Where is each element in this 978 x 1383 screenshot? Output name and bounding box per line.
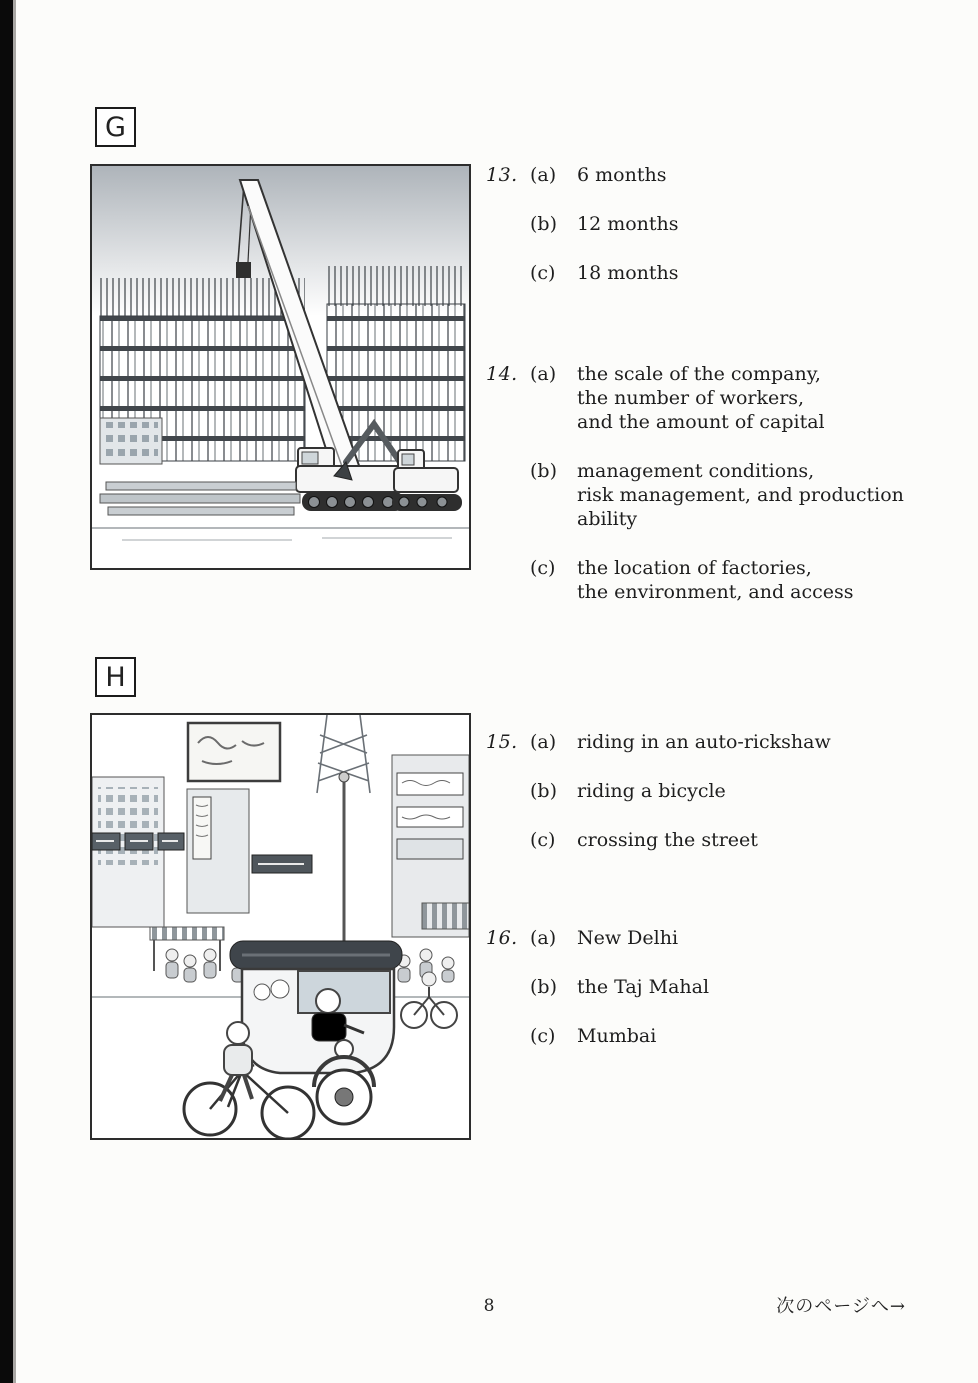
- option-13c: [530, 261, 958, 285]
- option-16a: [530, 926, 958, 950]
- option-letter: (b): [530, 976, 557, 998]
- option-letter: (a): [530, 731, 557, 753]
- street-illustration-svg: [92, 715, 469, 1138]
- construction-site-illustration: [90, 164, 471, 570]
- option-letter: (b): [530, 780, 557, 802]
- option-14b: [530, 459, 958, 531]
- option-text: the environment, and access: [577, 581, 854, 603]
- option-letter: (a): [530, 927, 557, 949]
- option-text: the location of factories,: [577, 557, 812, 579]
- option-text: riding in an auto-rickshaw: [577, 731, 831, 753]
- option-14c: [530, 556, 958, 604]
- option-letter: (c): [530, 262, 556, 284]
- section-label-g: [95, 107, 136, 147]
- section-letter: G: [105, 111, 126, 143]
- option-letter: (b): [530, 460, 557, 482]
- section-letter: H: [105, 661, 126, 693]
- option-text: management conditions,: [577, 460, 815, 482]
- option-letter: (c): [530, 557, 556, 579]
- question-number: 15.: [486, 731, 518, 753]
- question-number: 13.: [486, 164, 518, 186]
- option-text: 6 months: [577, 164, 667, 186]
- option-text: the scale of the company,: [577, 363, 821, 385]
- option-14a: [530, 362, 958, 434]
- scan-edge: [0, 0, 13, 1383]
- busy-street-illustration: [90, 713, 471, 1140]
- option-letter: (a): [530, 363, 557, 385]
- option-13b: [530, 212, 958, 236]
- option-13a: [530, 163, 958, 187]
- question-14: [486, 362, 958, 629]
- option-letter: (a): [530, 164, 557, 186]
- option-text: New Delhi: [577, 927, 679, 949]
- page-number: 8: [483, 1296, 495, 1316]
- option-text: and the amount of capital: [577, 411, 825, 433]
- option-text: ability: [577, 508, 638, 530]
- option-15b: [530, 779, 958, 803]
- option-letter: (b): [530, 213, 557, 235]
- option-text: the Taj Mahal: [577, 976, 710, 998]
- option-text: 18 months: [577, 262, 679, 284]
- section-label-h: [95, 657, 136, 697]
- option-text: riding a bicycle: [577, 780, 726, 802]
- option-text: risk management, and production: [577, 484, 904, 506]
- next-page-note: 次のページへ→: [776, 1296, 906, 1317]
- option-15c: [530, 828, 958, 852]
- option-text: the number of workers,: [577, 387, 805, 409]
- question-15: [486, 730, 958, 877]
- question-number: 14.: [486, 363, 518, 385]
- option-text: crossing the street: [577, 829, 758, 851]
- construction-illustration-svg: [92, 166, 469, 568]
- option-letter: (c): [530, 1025, 556, 1047]
- question-16: [486, 926, 958, 1073]
- question-number: 16.: [486, 927, 518, 949]
- question-13: [486, 163, 958, 310]
- option-16c: [530, 1024, 958, 1048]
- option-text: 12 months: [577, 213, 679, 235]
- option-16b: [530, 975, 958, 999]
- option-15a: [530, 730, 958, 754]
- option-letter: (c): [530, 829, 556, 851]
- option-text: Mumbai: [577, 1025, 657, 1047]
